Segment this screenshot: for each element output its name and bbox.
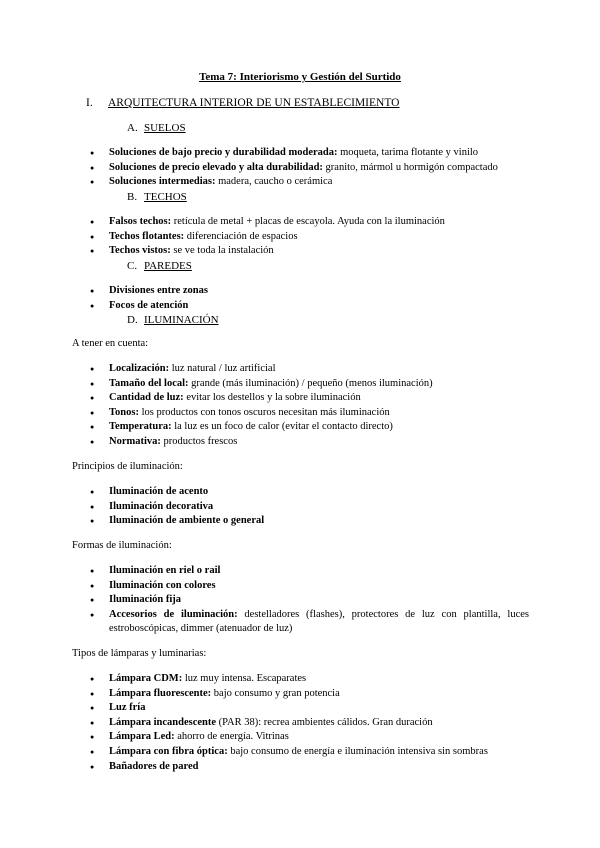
list-item: ● Techos vistos: se ve toda la instalación — [0, 244, 529, 259]
document-title: Tema 7: Interiorismo y Gestión del Surtido — [199, 71, 401, 83]
subheading-iluminacion — [127, 314, 219, 326]
subheading-letter: A. — [127, 122, 138, 134]
subheading-title: PAREDES — [144, 260, 192, 272]
list-item: ● Lámpara fluorescente: bajo consumo y gran potencia — [0, 687, 529, 702]
list-item: ● Soluciones de precio elevado y alta durabilidad: granito, mármol u hormigón compactado — [0, 161, 529, 176]
list-item: ● Normativa: productos frescos — [0, 435, 529, 450]
list-item: ● Lámpara CDM: luz muy intensa. Escaparates — [0, 672, 529, 687]
list-item: ● Accesorios de iluminación: destelladores (flashes), protectores de luz con plantilla, luces estroboscópicas, dimmer (atenuador de luz) — [0, 608, 529, 637]
subheading-title: ILUMINACIÓN — [144, 314, 219, 326]
subheading-title: TECHOS — [144, 191, 187, 203]
intro-lamparas: Tipos de lámparas y luminarias: — [72, 648, 207, 659]
list-item: ● Iluminación de acento — [0, 485, 529, 500]
list-item: ● Soluciones intermedias: madera, caucho o cerámica — [0, 175, 529, 190]
subheading-letter: D. — [127, 314, 138, 326]
list-item: ● Bañadores de pared — [0, 760, 529, 775]
subheading-paredes — [127, 260, 192, 272]
iluminacion-list — [0, 362, 600, 450]
lamparas-list — [0, 672, 600, 774]
list-item: ● Tamaño del local: grande (más iluminación) / pequeño (menos iluminación) — [0, 377, 529, 392]
intro-principios: Principios de iluminación: — [72, 461, 183, 472]
list-item: ● Iluminación fija — [0, 593, 529, 608]
list-item: ● Luz fría — [0, 701, 529, 716]
list-item: ● Lámpara Led: ahorro de energía. Vitrinas — [0, 730, 529, 745]
list-item: ● Iluminación de ambiente o general — [0, 514, 529, 529]
section-title: ARQUITECTURA INTERIOR DE UN ESTABLECIMIENTO — [108, 97, 400, 109]
section-heading — [86, 97, 399, 109]
subheading-suelos — [127, 122, 186, 134]
techos-list — [0, 215, 600, 259]
list-item: ● Cantidad de luz: evitar los destellos y la sobre iluminación — [0, 391, 529, 406]
section-number: I. — [86, 97, 93, 109]
list-item: ● Iluminación con colores — [0, 579, 529, 594]
list-item: ● Localización: luz natural / luz artificial — [0, 362, 529, 377]
list-item: ● Divisiones entre zonas — [0, 284, 529, 299]
intro-a-tener-en-cuenta: A tener en cuenta: — [72, 338, 149, 349]
list-item: ● Iluminación decorativa — [0, 500, 529, 515]
list-item: ● Falsos techos: retícula de metal + placas de escayola. Ayuda con la iluminación — [0, 215, 529, 230]
list-item: ● Iluminación en riel o rail — [0, 564, 529, 579]
list-item: ● Temperatura: la luz es un foco de calor (evitar el contacto directo) — [0, 420, 529, 435]
subheading-title: SUELOS — [144, 122, 186, 134]
subheading-letter: C. — [127, 260, 138, 272]
list-item: ● Focos de atención — [0, 299, 529, 314]
list-item: ● Tonos: los productos con tonos oscuros necesitan más iluminación — [0, 406, 529, 421]
paredes-list — [0, 284, 600, 313]
principios-list — [0, 485, 600, 529]
list-item: ● Techos flotantes: diferenciación de espacios — [0, 230, 529, 245]
list-item: ● Lámpara con fibra óptica: bajo consumo de energía e iluminación intensiva sin sombras — [0, 745, 529, 760]
list-item: ● Soluciones de bajo precio y durabilidad moderada: moqueta, tarima flotante y vinilo — [0, 146, 529, 161]
suelos-list — [0, 146, 600, 190]
subheading-techos — [127, 191, 187, 203]
subheading-letter: B. — [127, 191, 138, 203]
formas-list — [0, 564, 600, 637]
list-item: ● Lámpara incandescente (PAR 38): recrea ambientes cálidos. Gran duración — [0, 716, 529, 731]
intro-formas: Formas de iluminación: — [72, 540, 172, 551]
